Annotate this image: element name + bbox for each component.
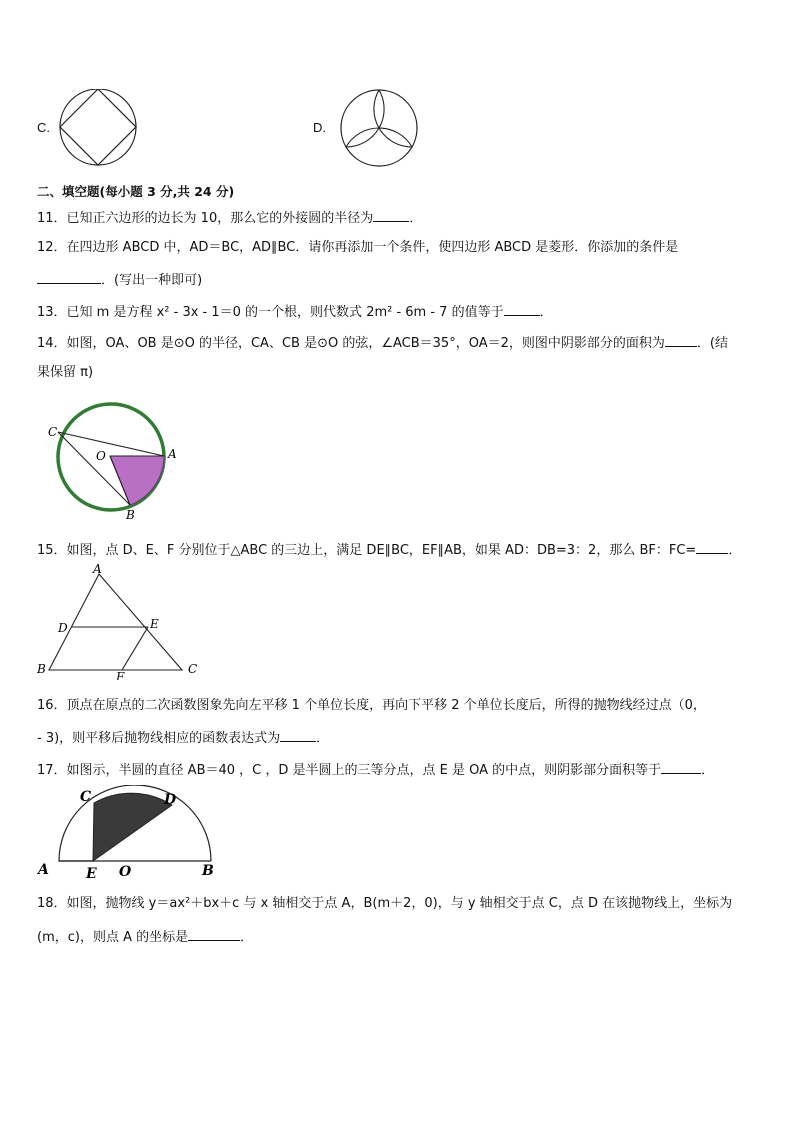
label-a: A [93,562,102,576]
question-14-line1 [37,334,728,352]
label-d: D [58,621,68,635]
answer-blank [188,928,240,941]
question-16-line2 [37,729,329,747]
question-12-end: ．(写出一种即可) [101,273,203,288]
label-o: O [119,864,132,880]
label-e: E [150,617,159,631]
question-15-text: 15．如图，点 D、E、F 分别位于△ABC 的三边上，满足 DE∥BC，EF∥AB，如果 AD：DB=3：2，那么 BF：FC= [37,543,697,558]
question-12-line2 [37,271,202,289]
question-16-line1: 16．顶点在原点的二次函数图象先向左平移 1 个单位长度，再向下平移 2 个单位长度后，所得的抛物线经过点（0， [37,698,706,713]
question-13 [37,303,553,321]
answer-blank [280,729,316,742]
label-b: B [202,863,214,879]
shaded-region [93,793,172,861]
label-f: F [116,670,125,680]
answer-blank [665,334,697,347]
figure-17 [34,785,224,880]
label-o: O [96,449,106,463]
answer-blank [661,761,701,774]
figure-15 [34,562,204,680]
question-11 [37,209,422,227]
section-title: 二、填空题(每小题 3 分,共 24 分) [37,184,235,199]
question-14-text: 14．如图，OA、OB 是⊙O 的半径，CA、CB 是⊙O 的弦，∠ACB＝35°，OA＝2，则图中阴影部分的面积为 [37,336,665,351]
question-13-end: ． [539,305,553,320]
answer-blank [37,271,101,284]
question-12-line1: 12．在四边形 ABCD 中，AD＝BC，AD∥BC．请你再添加一个条件，使四边形 ABCD 是菱形．你添加的条件是 [37,240,679,255]
question-14-end: ．(结 [696,336,728,351]
label-c: C [48,425,58,439]
label-b: B [37,662,46,676]
label-c: C [80,789,92,805]
question-17-end: ． [701,763,715,778]
label-c: C [188,662,198,676]
answer-blank [696,541,728,554]
question-17 [37,761,714,779]
question-15 [37,541,741,559]
question-17-text: 17．如图示，半圆的直径 AB＝40 ，C ，D 是半圆上的三等分点，点 E 是 OA 的中点，则阴影部分面积等于 [37,763,662,778]
label-b: B [126,508,135,522]
question-16-end: ． [316,731,330,746]
option-c-figure [58,89,140,167]
shaded-sector [110,456,164,505]
label-d: D [164,792,177,808]
question-14-line2: 果保留 π) [37,365,94,380]
question-18-end: ． [240,930,254,945]
answer-blank [504,303,540,316]
option-c-label: C. [37,120,50,135]
label-a: A [168,447,177,461]
question-13-text: 13．已知 m 是方程 x² - 3x - 1＝0 的一个根，则代数式 2m² - 6m - 7 的值等于 [37,305,504,320]
question-11-text: 11．已知正六边形的边长为 10，那么它的外接圆的半径为 [37,211,374,226]
label-a: A [38,862,49,878]
answer-blank [373,209,409,222]
question-18-line2 [37,928,253,946]
label-e: E [86,866,97,880]
question-18-text: (m，c)，则点 A 的坐标是 [37,930,189,945]
question-15-end: ． [728,543,742,558]
question-11-end: ． [409,211,423,226]
option-d-figure [338,88,420,168]
figure-14 [44,400,184,522]
question-18-line1: 18．如图，抛物线 y＝ax²＋bx＋c 与 x 轴相交于点 A，B(m＋2，0)，与 y 轴相交于点 C，点 D 在该抛物线上，坐标为 [37,896,733,911]
option-d-label: D. [313,120,326,135]
question-16-text: - 3)，则平移后抛物线相应的函数表达式为 [37,731,281,746]
